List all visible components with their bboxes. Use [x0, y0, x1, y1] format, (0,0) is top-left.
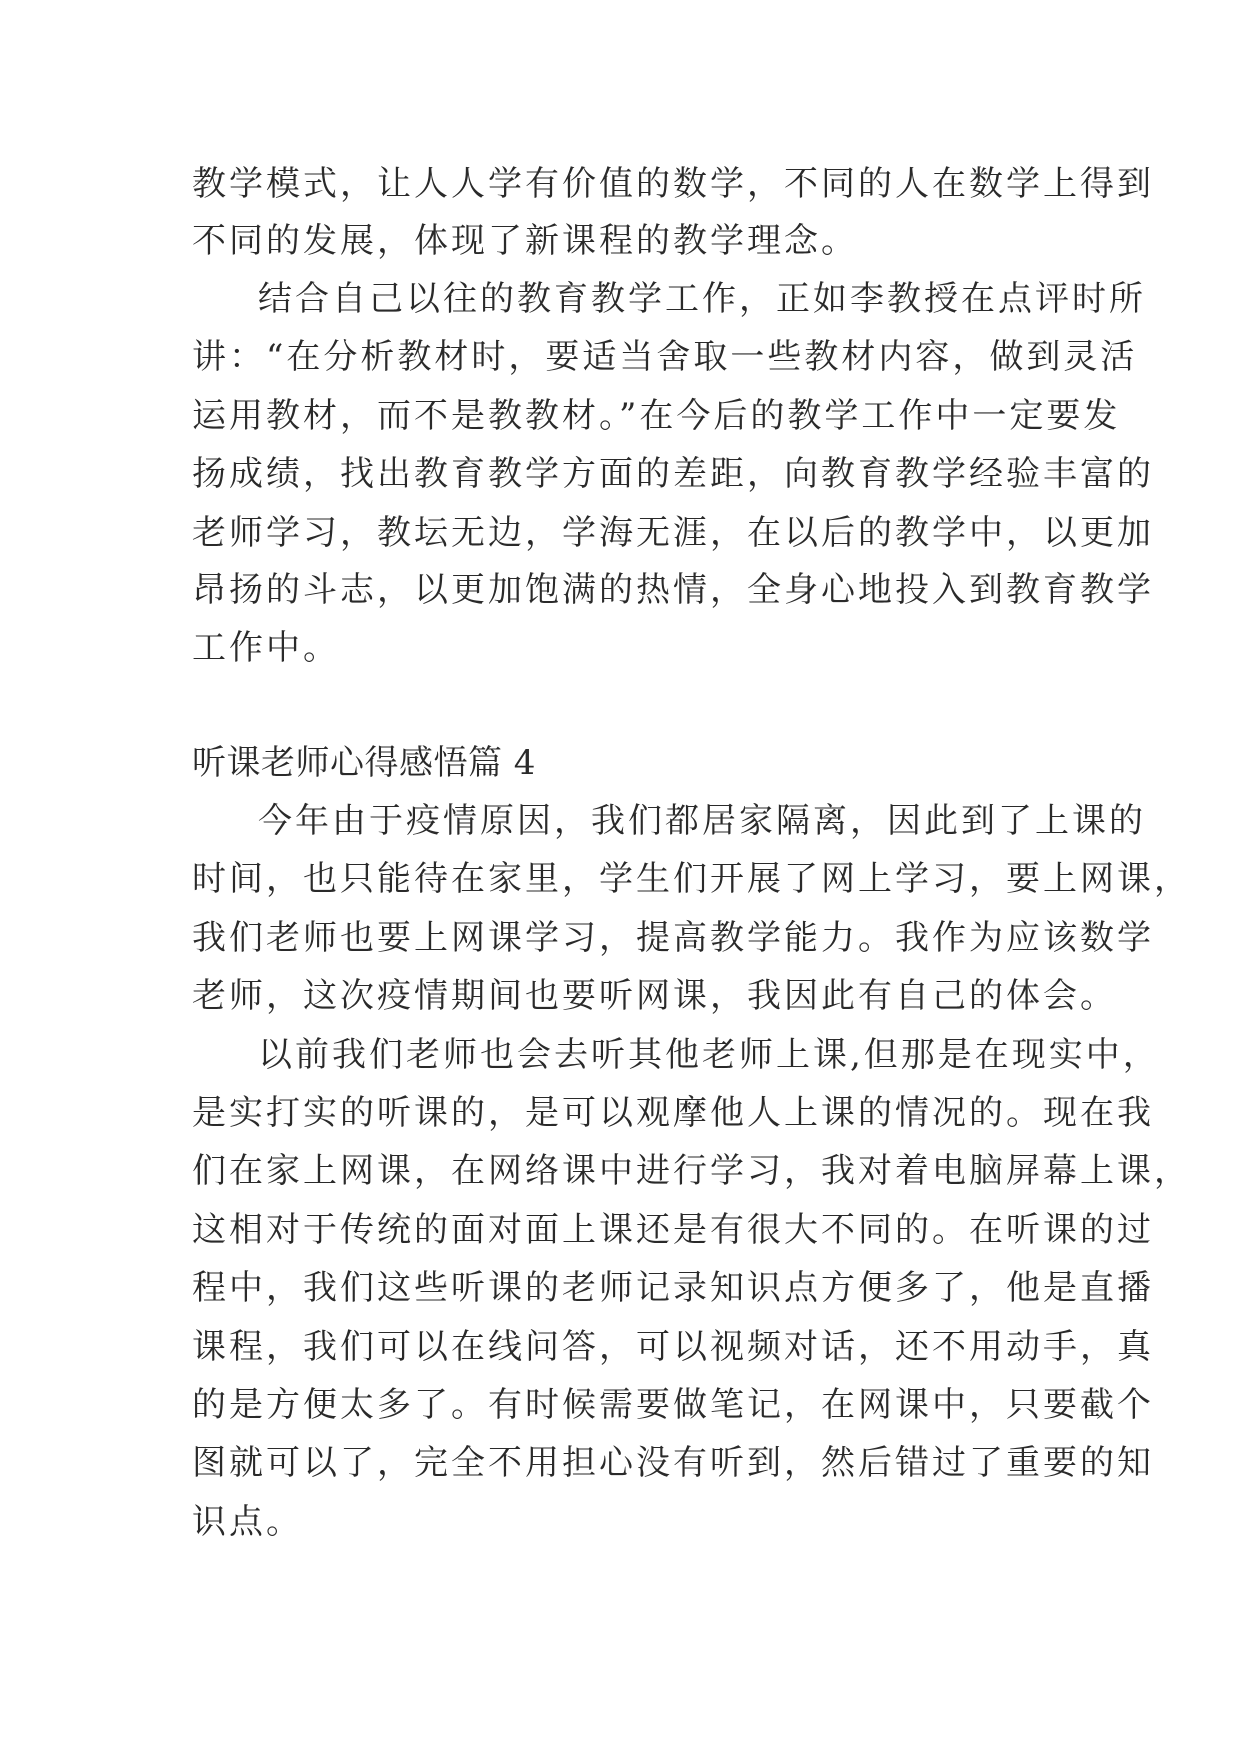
paragraph-line: 教学模式，让人人学有价值的数学，不同的人在数学上得到: [192, 164, 1154, 204]
paragraph-line: 时间，也只能待在家里，学生们开展了网上学习，要上网课，: [192, 859, 1191, 899]
paragraph-line: 的是方便太多了。有时候需要做笔记，在网课中，只要截个: [192, 1385, 1154, 1425]
paragraph-line: 是实打实的听课的，是可以观摩他人上课的情况的。现在我: [192, 1093, 1154, 1133]
paragraph-line: 讲：“在分析教材时，要适当舍取一些教材内容，做到灵活: [192, 337, 1138, 377]
paragraph-line: 工作中。: [192, 628, 340, 668]
paragraph-line: 课程，我们可以在线问答，可以视频对话，还不用动手，真: [192, 1327, 1154, 1367]
paragraph-line: 识点。: [192, 1502, 303, 1542]
paragraph-line: 老师学习，教坛无边，学海无涯，在以后的教学中，以更加: [192, 513, 1154, 553]
paragraph-line: 运用教材，而不是教教材。”在今后的教学工作中一定要发: [192, 396, 1121, 436]
paragraph-line: 扬成绩，找出教育教学方面的差距，向教育教学经验丰富的: [192, 454, 1154, 494]
paragraph-line: 今年由于疫情原因，我们都居家隔离，因此到了上课的: [258, 801, 1146, 841]
paragraph-line: 昂扬的斗志，以更加饱满的热情，全身心地投入到教育教学: [192, 570, 1154, 610]
paragraph-line: 图就可以了，完全不用担心没有听到，然后错过了重要的知: [192, 1443, 1154, 1483]
paragraph-line: 不同的发展，体现了新课程的教学理念。: [192, 221, 858, 261]
paragraph-line: 结合自己以往的教育教学工作，正如李教授在点评时所: [258, 279, 1146, 319]
paragraph-line: 这相对于传统的面对面上课还是有很大不同的。在听课的过: [192, 1210, 1154, 1250]
paragraph-line: 程中，我们这些听课的老师记录知识点方便多了，他是直播: [192, 1268, 1154, 1308]
paragraph-line: 以前我们老师也会去听其他老师上课,但那是在现实中，: [258, 1035, 1160, 1075]
paragraph-line: 老师，这次疫情期间也要听网课，我因此有自己的体会。: [192, 976, 1117, 1016]
paragraph-line: 我们老师也要上网课学习，提高教学能力。我作为应该数学: [192, 918, 1154, 958]
section-title: 听课老师心得感悟篇 4: [192, 743, 536, 783]
paragraph-line: 们在家上网课，在网络课中进行学习，我对着电脑屏幕上课，: [192, 1151, 1191, 1191]
